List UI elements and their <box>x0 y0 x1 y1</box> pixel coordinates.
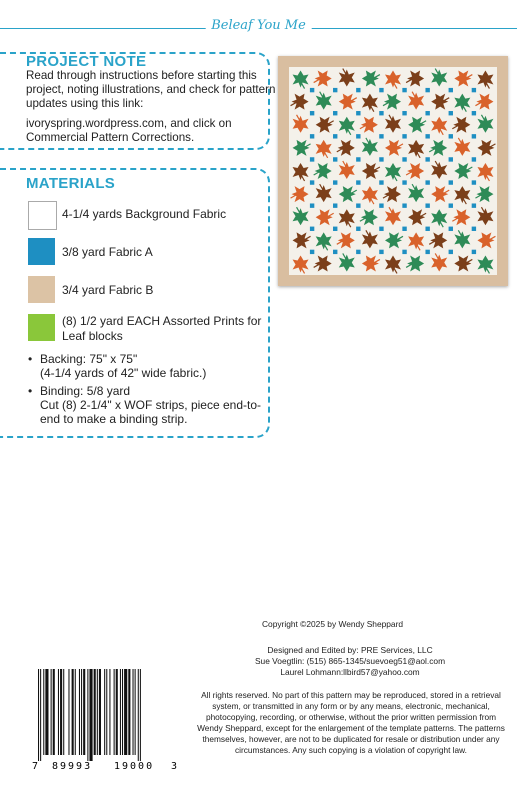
quilt-leaf <box>385 163 401 181</box>
quilt-cornerstone <box>356 157 360 161</box>
barcode-bar <box>89 669 92 761</box>
quilt-leaf <box>293 115 309 133</box>
barcode-bar <box>120 669 121 755</box>
materials-title: MATERIALS <box>26 175 116 192</box>
quilt-cornerstone <box>402 88 406 92</box>
quilt-cornerstone <box>402 227 406 231</box>
quilt-cornerstone <box>425 250 429 254</box>
quilt-cornerstone <box>472 157 476 161</box>
quilt-cornerstone <box>425 227 429 231</box>
quilt-cornerstone <box>379 134 383 138</box>
quilt-leaf <box>477 140 495 156</box>
quilt-cornerstone <box>402 157 406 161</box>
materials-bullets <box>28 352 278 430</box>
quilt-leaf <box>406 71 424 87</box>
quilt-leaf <box>362 94 378 112</box>
quilt-cornerstone <box>425 88 429 92</box>
barcode-bar <box>94 669 96 755</box>
quilt-leaf <box>316 92 332 110</box>
quilt-cornerstone <box>402 203 406 207</box>
quilt-leaf <box>385 255 401 273</box>
quilt-leaf <box>429 140 447 156</box>
quilt-cornerstone <box>472 88 476 92</box>
project-note-para-2: ivoryspring.wordpress.com, and click on Commercial Pattern Corrections. <box>26 117 232 144</box>
barcode-bar <box>53 669 55 755</box>
quilt-leaf <box>316 140 332 158</box>
quilt-leaf <box>408 184 424 202</box>
pattern-title: Beleaf You Me <box>205 18 312 33</box>
quilt-cornerstone <box>379 227 383 231</box>
quilt-cornerstone <box>472 180 476 184</box>
barcode-bar <box>79 669 80 755</box>
quilt-cornerstone <box>425 157 429 161</box>
quilt-cornerstone <box>449 250 453 254</box>
quilt-leaf-grid <box>289 67 497 275</box>
bullet-backing <box>28 352 278 380</box>
quilt-cornerstone <box>333 250 337 254</box>
quilt-cornerstone <box>425 134 429 138</box>
backing-line-1: • Backing: 75" x 75" <box>40 352 138 366</box>
quilt-leaf <box>385 207 401 225</box>
quilt-cornerstone <box>333 134 337 138</box>
quilt-cornerstone <box>310 88 314 92</box>
quilt-leaf <box>360 117 378 133</box>
quilt-leaf <box>337 140 355 156</box>
swatch-fabric-a <box>28 238 55 265</box>
project-note-para-1: Read through instructions before starting this project, noting illustrations, and check for pattern updates using this link: <box>26 69 276 110</box>
barcode-bar <box>40 669 41 761</box>
barcode-bar <box>83 669 85 755</box>
material-fabric-b: 3/4 yard Fabric B <box>62 283 154 297</box>
barcode-bar <box>99 669 101 755</box>
quilt-cornerstone <box>379 203 383 207</box>
quilt-leaf <box>339 161 355 179</box>
barcode-bar <box>43 669 44 755</box>
barcode-bar <box>106 669 107 755</box>
quilt-leaf <box>316 209 334 225</box>
quilt-cornerstone <box>356 180 360 184</box>
barcode-bar <box>81 669 82 755</box>
barcode-bar <box>133 669 134 755</box>
barcode-bar <box>138 669 139 761</box>
barcode-bar <box>72 669 74 755</box>
quilt-cornerstone <box>472 250 476 254</box>
quilt-cornerstone <box>402 111 406 115</box>
quilt-leaf <box>362 138 378 156</box>
quilt-leaf <box>385 140 403 156</box>
quilt-leaf <box>431 117 447 135</box>
credits <box>230 645 470 678</box>
quilt-leaf <box>431 69 447 87</box>
quilt-cornerstone <box>449 227 453 231</box>
quilt-leaf <box>477 71 493 89</box>
quilt-cornerstone <box>356 111 360 115</box>
quilt-cornerstone <box>356 88 360 92</box>
quilt-cornerstone <box>402 180 406 184</box>
quilt-leaf <box>385 71 401 89</box>
quilt-leaf <box>431 186 449 202</box>
quilt-leaf <box>385 232 403 248</box>
barcode-digit-right: 3 <box>171 761 178 772</box>
quilt-leaf <box>293 140 311 156</box>
quilt-leaf <box>454 71 472 87</box>
barcode-bar <box>51 669 52 755</box>
quilt-leaf <box>431 161 447 179</box>
barcode-bar <box>58 669 59 755</box>
quilt-leaf <box>454 138 470 156</box>
quilt-leaf <box>477 255 493 273</box>
barcode-bar <box>104 669 105 755</box>
quilt-cornerstone <box>310 134 314 138</box>
quilt-leaf <box>454 94 470 112</box>
barcode-bar <box>68 669 69 755</box>
barcode-digits-mid-1: 89993 <box>52 761 93 772</box>
upc-barcode <box>30 665 180 773</box>
quilt-cornerstone <box>379 157 383 161</box>
barcode-bar <box>124 669 127 755</box>
quilt-leaf <box>360 209 378 225</box>
quilt-leaf <box>339 69 355 87</box>
swatch-background <box>28 201 57 230</box>
quilt-leaf <box>339 186 357 202</box>
barcode-bar <box>75 669 76 755</box>
quilt-leaf <box>477 232 495 248</box>
quilt-cornerstone <box>356 250 360 254</box>
quilt-leaf <box>383 94 401 110</box>
barcode-bar <box>140 669 141 761</box>
barcode-bar <box>135 669 136 755</box>
quilt-cornerstone <box>449 203 453 207</box>
quilt-leaf <box>293 232 311 248</box>
quilt-cornerstone <box>333 88 337 92</box>
quilt-leaf <box>454 230 470 248</box>
backing-line-2: (4-1/4 yards of 42" wide fabric.) <box>40 366 207 380</box>
quilt-leaf <box>477 163 493 181</box>
quilt-leaf <box>454 186 470 204</box>
barcode-bar <box>116 669 118 755</box>
barcode-bar <box>87 669 88 761</box>
barcode-bar <box>109 669 110 755</box>
binding-line-2: Cut (8) 2-1/4" x WOF strips, piece end-to-end to make a binding strip. <box>40 398 261 426</box>
quilt-cornerstone <box>449 157 453 161</box>
material-background: 4-1/4 yards Background Fabric <box>62 207 227 221</box>
quilt-cornerstone <box>472 203 476 207</box>
quilt-cornerstone <box>356 227 360 231</box>
quilt-leaf <box>339 117 355 135</box>
quilt-cornerstone <box>472 111 476 115</box>
quilt-leaf <box>429 232 447 248</box>
project-note-text <box>26 69 276 151</box>
quilt-leaf <box>316 232 332 250</box>
quilt-cornerstone <box>310 157 314 161</box>
quilt-leaf <box>291 186 309 202</box>
quilt-cornerstone <box>379 111 383 115</box>
quilt-cornerstone <box>333 227 337 231</box>
quilt-cornerstone <box>449 134 453 138</box>
quilt-leaf <box>477 115 493 133</box>
quilt-cornerstone <box>356 203 360 207</box>
legal-notice: All rights reserved. No part of this pattern may be reproduced, stored in a retrieval system, or transmitted in any form or by any means, electronic, mechanical, photocopying, recording, or otherwise, without the prior written permission from Wendy Sheppard, except for the enlargement of the template patterns. The patterns themselves, however, are not to be duplicated for resale or distribution under any circumstances. Any such copying is a violation of copyright law. <box>197 690 505 755</box>
quilt-leaf <box>475 186 493 202</box>
quilt-leaf <box>477 207 493 225</box>
quilt-leaf <box>339 94 357 110</box>
quilt-leaf <box>431 253 447 271</box>
quilt-cornerstone <box>310 227 314 231</box>
quilt-cornerstone <box>402 134 406 138</box>
barcode-bar <box>122 669 123 755</box>
quilt-leaf <box>314 255 332 271</box>
barcode-bar <box>97 669 98 755</box>
credit-line-1: Designed and Edited by: PRE Services, LLC <box>267 645 433 655</box>
quilt-leaf <box>406 163 424 179</box>
quilt-leaf <box>293 163 309 181</box>
quilt-leaf <box>316 184 332 202</box>
quilt-leaf <box>291 94 309 110</box>
bullet-binding <box>28 384 278 426</box>
quilt-cornerstone <box>333 203 337 207</box>
quilt-leaf <box>314 163 332 179</box>
quilt-cornerstone <box>333 111 337 115</box>
quilt-cornerstone <box>402 250 406 254</box>
quilt-cornerstone <box>379 250 383 254</box>
quilt-cornerstone <box>449 111 453 115</box>
quilt-leaf <box>452 209 470 225</box>
quilt-leaf <box>452 117 470 133</box>
material-fabric-a: 3/8 yard Fabric A <box>62 245 153 259</box>
quilt-cornerstone <box>310 180 314 184</box>
quilt-leaf <box>339 209 355 227</box>
quilt-leaf <box>293 71 309 89</box>
quilt-cornerstone <box>472 134 476 138</box>
quilt-cornerstone <box>356 134 360 138</box>
quilt-cornerstone <box>449 180 453 184</box>
quilt-leaf <box>339 253 355 271</box>
quilt-leaf <box>362 186 378 204</box>
quilt-leaf <box>293 255 309 273</box>
quilt-leaf <box>475 94 493 110</box>
quilt-leaf <box>408 209 426 225</box>
quilt-cornerstone <box>379 88 383 92</box>
quilt-leaf <box>293 207 309 225</box>
barcode-bar <box>63 669 64 755</box>
quilt-leaf <box>408 232 424 250</box>
quilt-leaf <box>406 255 424 271</box>
quilt-leaf <box>337 232 355 248</box>
barcode-digit-left: 7 <box>32 761 39 772</box>
quilt-leaf <box>408 140 424 158</box>
quilt-cornerstone <box>379 180 383 184</box>
quilt-leaf <box>362 255 380 271</box>
swatch-fabric-b <box>28 276 55 303</box>
quilt-cornerstone <box>310 250 314 254</box>
quilt-leaf <box>385 115 401 133</box>
quilt-cornerstone <box>449 88 453 92</box>
credit-line-2: Sue Voegtlin: (515) 865-1345/suevoeg51@aol.com <box>254 656 446 666</box>
material-assorted-prints: (8) 1/2 yard EACH Assorted Prints for Leaf blocks <box>62 314 262 343</box>
quilt-cornerstone <box>333 157 337 161</box>
barcode-bar <box>60 669 62 755</box>
quilt-leaf <box>362 230 378 248</box>
quilt-leaf <box>431 94 449 110</box>
quilt-cornerstone <box>310 203 314 207</box>
quilt-leaf <box>408 92 424 110</box>
quilt-cornerstone <box>425 203 429 207</box>
quilt-leaf <box>316 117 334 133</box>
swatch-assorted-prints <box>28 314 55 341</box>
barcode-bar <box>38 669 39 761</box>
quilt-leaf <box>454 163 472 179</box>
quilt-cornerstone <box>310 111 314 115</box>
quilt-leaf <box>431 209 447 227</box>
quilt-cornerstone <box>425 111 429 115</box>
barcode-bar <box>114 669 115 755</box>
quilt-leaf <box>362 163 380 179</box>
quilt-leaf <box>454 255 472 271</box>
quilt-leaf <box>383 186 401 202</box>
project-note-title: PROJECT NOTE <box>26 53 147 70</box>
quilt-leaf <box>362 71 380 87</box>
credit-line-3: Laurel Lohmann:llbird57@yahoo.com <box>280 667 420 677</box>
quilt-cornerstone <box>472 227 476 231</box>
binding-line-1: • Binding: 5/8 yard <box>40 384 131 398</box>
quilt-center <box>289 67 497 275</box>
quilt-leaf <box>408 117 426 133</box>
quilt-illustration <box>278 56 508 286</box>
barcode-digits-mid-2: 19000 <box>114 761 155 772</box>
quilt-cornerstone <box>333 180 337 184</box>
barcode-bar <box>45 669 48 755</box>
quilt-cornerstone <box>425 180 429 184</box>
quilt-leaf <box>314 71 332 87</box>
barcode-bar <box>128 669 130 755</box>
copyright-text: Copyright ©2025 by Wendy Sheppard <box>262 619 404 629</box>
